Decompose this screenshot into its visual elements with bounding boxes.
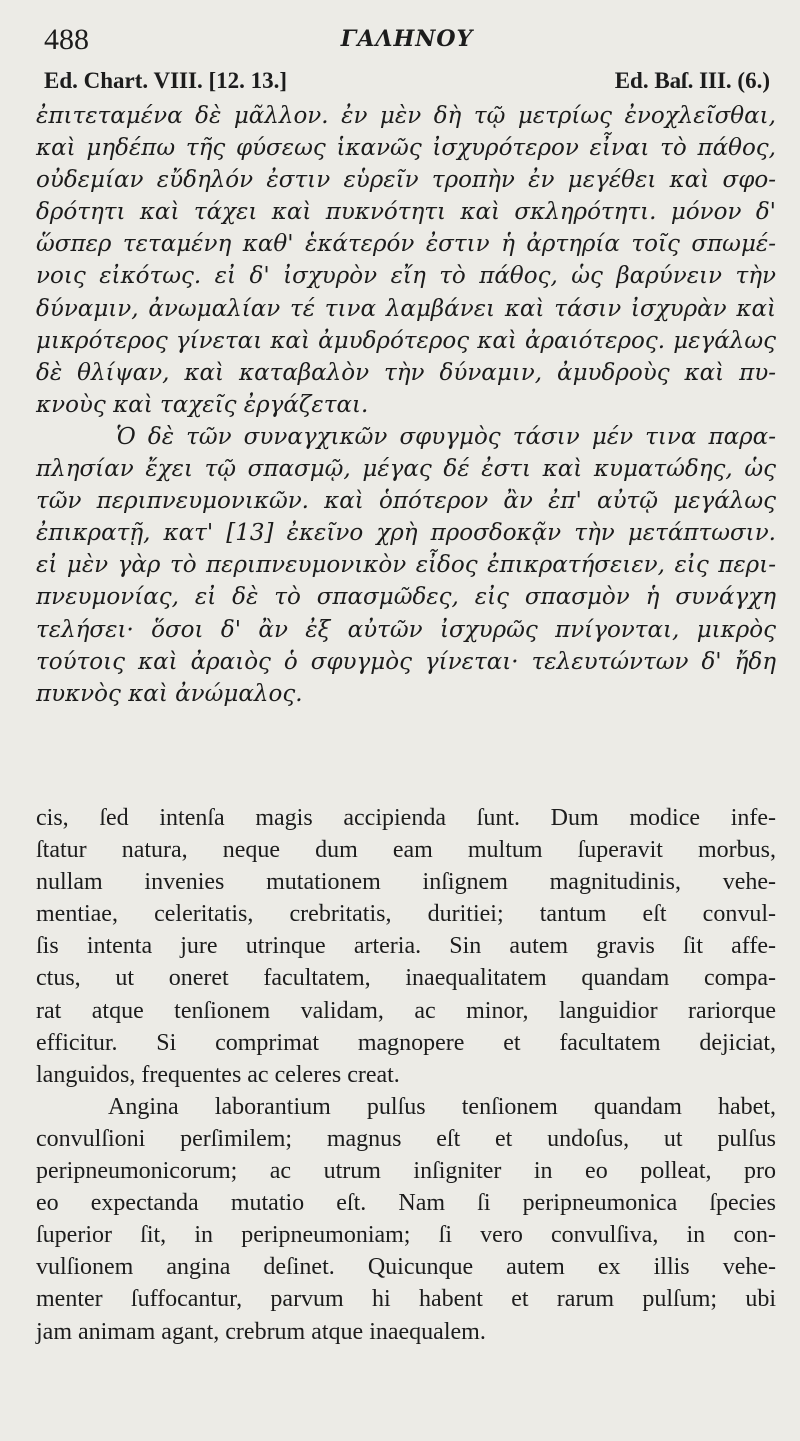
greek-line: Ὁ δὲ τῶν συναγχικῶν σφυγμὸς τάσιν μέν τινα παρα-: [116, 423, 776, 450]
latin-line: Angina laborantium pulſus tenſionem quandam habet,: [108, 1093, 776, 1120]
greek-line: δὲ θλίψαν, καὶ καταβαλὸν τὴν δύναμιν, ἀμυδροὺς καὶ πυ-: [36, 359, 776, 386]
latin-line: convulſioni perſimilem; magnus eſt et undoſus, ut pulſus: [36, 1125, 776, 1152]
latin-line: nullam invenies mutationem inſignem magnitudinis, vehe-: [36, 869, 776, 896]
greek-line: πνευμονίας, εἰ δὲ τὸ σπασμῶδες, εἰς σπασμὸν ἡ συνάγχη: [36, 584, 776, 611]
page-header: [44, 22, 770, 58]
greek-line: δύναμιν, ἀνωμαλίαν τέ τινα λαμβάνει καὶ τάσιν ἰσχυρὰν καὶ: [36, 295, 776, 322]
greek-line: δρότητι καὶ τάχει καὶ πυκνότητι καὶ σκληρότητι. μόνον δ': [36, 199, 776, 226]
latin-line: vulſionem angina deſinet. Quicunque autem ex illis vehe-: [36, 1254, 776, 1281]
latin-line: mentiae, celeritatis, crebritatis, duritiei; tantum eſt convul-: [36, 901, 776, 928]
latin-line: ſuperior ſit, in peripneumoniam; ſi vero convulſiva, in con-: [36, 1222, 776, 1249]
latin-line: jam animam agant, crebrum atque inaequalem.: [36, 1318, 486, 1345]
latin-line: languidos, frequentes ac celeres creat.: [36, 1061, 400, 1088]
latin-line: peripneumonicorum; ac utrum inſigniter in eo polleat, pro: [36, 1158, 776, 1185]
latin-line: ctus, ut oneret facultatem, inaequalitatem quandam compa-: [36, 965, 776, 992]
edition-reference-basel: Ed. Baſ. III. (6.): [614, 68, 770, 93]
page-number: 488: [44, 23, 89, 56]
edition-references: [44, 64, 770, 98]
greek-text-block: [36, 100, 776, 710]
greek-line: οὐδεμίαν εὔδηλόν ἐστιν εὑρεῖν τροπὴν ἐν μεγέθει καὶ σφο-: [36, 167, 776, 194]
latin-line: efficitur. Si comprimat magnopere et facultatem dejiciat,: [36, 1029, 776, 1056]
latin-line: ſis intenta jure utrinque arteria. Sin autem gravis ſit affe-: [36, 933, 776, 960]
greek-line: εἰ μὲν γὰρ τὸ περιπνευμονικὸν εἶδος ἐπικρατήσειεν, εἰς περι-: [36, 552, 776, 579]
greek-line: ἐπικρατῇ, κατ' [13] ἐκεῖνο χρὴ προσδοκᾷν τὴν μετάπτωσιν.: [36, 520, 776, 547]
latin-line: rat atque tenſionem validam, ac minor, languidior rariorque: [36, 997, 776, 1024]
greek-line: καὶ μηδέπω τῆς φύσεως ἱκανῶς ἰσχυρότερον εἶναι τὸ πάθος,: [36, 135, 776, 162]
greek-line: τελήσει· ὅσοι δ' ἂν ἐξ αὐτῶν ἰσχυρῶς πνίγονται, μικρὸς: [36, 616, 776, 643]
running-title: ΓΑΛΗΝΟΥ: [340, 26, 474, 52]
greek-line: πλησίαν ἔχει τῷ σπασμῷ, μέγας δέ ἐστι καὶ κυματώδης, ὡς: [36, 456, 776, 483]
greek-line: ὥσπερ τεταμένη καθ' ἑκάτερόν ἐστιν ἡ ἀρτηρία τοῖς σπωμέ-: [36, 231, 776, 258]
latin-line: ſtatur natura, neque dum eam multum ſuperavit morbus,: [36, 837, 776, 864]
greek-line: τῶν περιπνευμονικῶν. καὶ ὁπότερον ἂν ἐπ' αὐτῷ μεγάλως: [36, 488, 776, 515]
greek-line: νοις εἰκότως. εἰ δ' ἰσχυρὸν εἴη τὸ πάθος, ὡς βαρύνειν τὴν: [36, 263, 776, 290]
greek-line: μικρότερος γίνεται καὶ ἀμυδρότερος καὶ ἀραιότερος. μεγάλως: [36, 327, 776, 354]
greek-line: πυκνὸς καὶ ἀνώμαλος.: [36, 680, 303, 707]
latin-line: menter ſuffocantur, parvum hi habent et rarum pulſum; ubi: [36, 1286, 776, 1313]
latin-line: eo expectanda mutatio eſt. Nam ſi peripneumonica ſpecies: [36, 1190, 776, 1217]
greek-line: κνοὺς καὶ ταχεῖς ἐργάζεται.: [36, 391, 369, 418]
greek-line: τούτοις καὶ ἀραιὸς ὁ σφυγμὸς γίνεται· τελευτώντων δ' ἤδη: [36, 648, 776, 675]
latin-line: cis, ſed intenſa magis accipienda ſunt. Dum modice infe-: [36, 805, 776, 831]
edition-reference-chartier: Ed. Chart. VIII. [12. 13.]: [44, 68, 288, 93]
latin-text-block: [36, 802, 776, 1348]
greek-line: ἐπιτεταμένα δὲ μᾶλλον. ἐν μὲν δὴ τῷ μετρίως ἐνοχλεῖσθαι,: [36, 103, 776, 129]
